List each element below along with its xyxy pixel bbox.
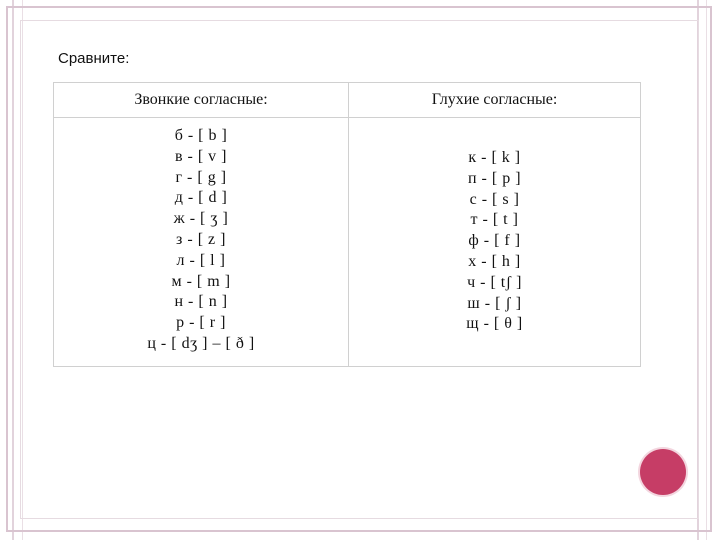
voiced-item: з - [ z ] [176,230,226,248]
voiced-item: г - [ g ] [175,168,227,186]
decorative-circle [640,449,686,495]
voiceless-item: ч - [ tʃ ] [467,273,522,291]
table-row [54,118,641,367]
voiced-item: м - [ m ] [171,272,231,290]
voiceless-item: т - [ t ] [470,211,519,229]
voiced-item: в - [ v ] [174,147,228,165]
voiceless-item: п - [ p ] [467,169,522,187]
voiced-item: н - [ n ] [174,293,228,311]
table-header-row [54,83,641,118]
voiced-header: Звонкие согласные: [54,83,349,118]
voiced-item: ж - [ ʒ ] [173,210,229,228]
voiceless-item: с - [ s ] [469,190,520,208]
voiced-item: л - [ l ] [176,251,226,269]
voiced-column [54,118,349,367]
voiced-item: б - [ b ] [174,127,228,144]
voiceless-item: ф - [ f ] [468,232,521,250]
voiced-item: д - [ d ] [174,189,228,207]
voiceless-item: ш - [ ʃ ] [467,294,522,312]
voiceless-item: х - [ h ] [468,252,521,270]
voiceless-item: щ - [ θ ] [466,315,523,333]
voiced-item: р - [ r ] [176,314,226,332]
slide-heading: Сравните: [58,50,130,67]
voiceless-item: к - [ k ] [468,149,521,166]
consonants-table [53,82,641,367]
voiceless-header: Глухие согласные: [349,83,641,118]
voiceless-column [349,118,641,367]
voiced-item: ц - [ dʒ ] – [ ð ] [147,334,255,352]
